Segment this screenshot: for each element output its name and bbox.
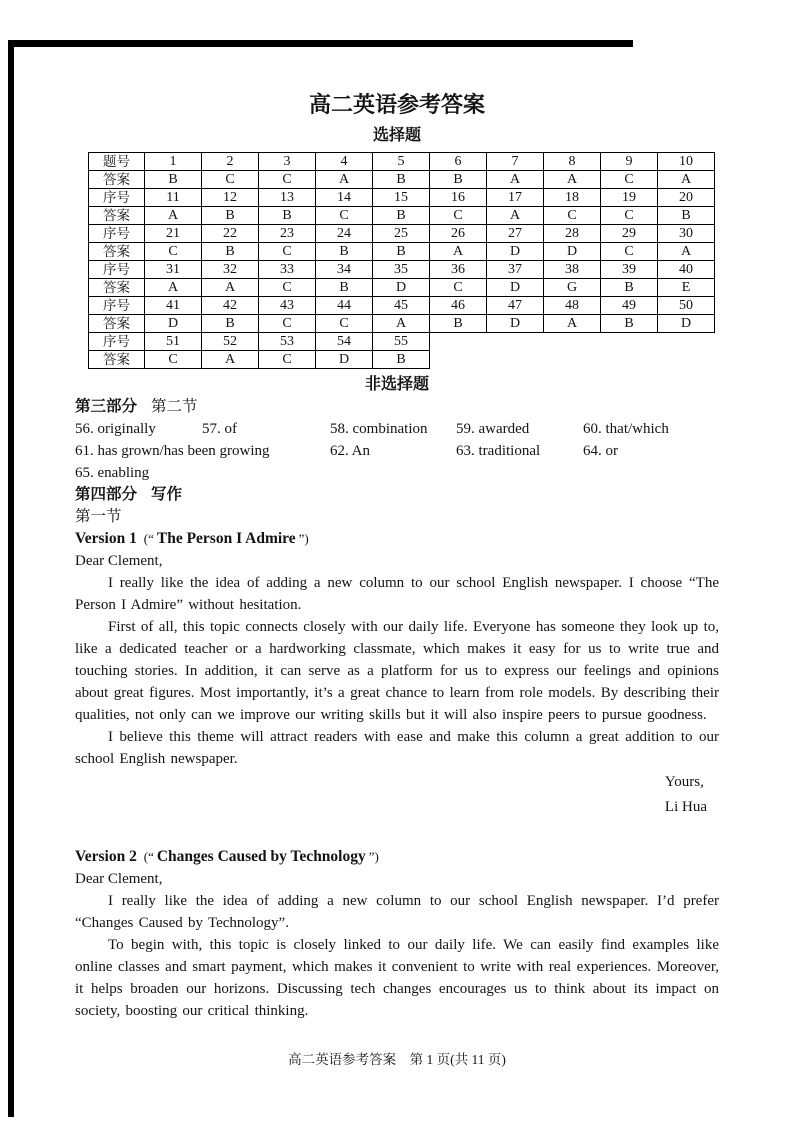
answer-table-row-label: 序号 [89,225,145,243]
fill-blank-answer: 64. or [583,443,618,459]
answer-table-cell: 49 [601,297,658,315]
answer-table-row [89,171,715,189]
essay-paragraph: I really like the idea of adding a new column to our school English newspaper. I’d prefer “Changes Caused by Technology”. [75,893,719,931]
answer-table-row [89,333,715,351]
answer-table-cell: B [202,243,259,261]
answer-table-cell: B [202,315,259,333]
answer-table-row-label: 答案 [89,207,145,225]
version1-heading [75,528,719,550]
answer-table-cell: C [601,207,658,225]
answer-table-cell: 43 [259,297,316,315]
answer-table-cell: A [316,171,373,189]
part3-label: 第三部分 [75,398,138,415]
answer-table-cell: A [373,315,430,333]
answer-table-cell: 3 [259,153,316,171]
answer-table-cell: 22 [202,225,259,243]
answer-table-cell: C [601,243,658,261]
answer-table-cell: D [487,279,544,297]
part4-section-label: 写作 [151,486,183,503]
answer-table-cell: C [601,171,658,189]
answer-table-empty-cell [544,333,601,351]
fill-blank-answer: 60. that/which [583,421,669,437]
essay-paragraph: I believe this theme will attract readers with ease and make this column a great addition to our school English newspaper. [75,729,719,767]
essay-paragraph: To begin with, this topic is closely linked to our daily life. We can easily find examples like online classes and smart payment, which makes it convenient to write with real experiences. Moreover, it helps broaden our horizons. Discussing tech changes encourages us to think about its impact on society, boosting our critical thinking. [75,937,719,1019]
fill-blank-answer: 61. has grown/has been growing [75,443,270,459]
answer-table-cell: B [373,207,430,225]
answer-table-cell: D [373,279,430,297]
document-page [75,0,719,1022]
choice-section-heading: 选择题 [372,127,421,144]
answer-table-cell: 27 [487,225,544,243]
answer-table-cell: G [544,279,601,297]
answer-table-cell: 7 [487,153,544,171]
closing-signature: Li Hua [664,799,707,815]
answer-table-cell: 13 [259,189,316,207]
answer-table-cell: 4 [316,153,373,171]
version1-label: Version 1 [75,530,137,547]
essay-paragraph: I really like the idea of adding a new column to our school English newspaper. I choose “The Person I Admire” without hesitation. [75,575,719,613]
nonchoice-section-heading: 非选择题 [364,376,429,393]
part3-section-label: 第二节 [151,398,198,415]
answer-table-cell: 52 [202,333,259,351]
version2-heading [75,846,719,868]
answer-table-cell: D [544,243,601,261]
answer-table-cell: 30 [658,225,715,243]
answer-table-cell: 20 [658,189,715,207]
answer-table-cell: 29 [601,225,658,243]
version1-title-open-quote: (“ [143,531,154,546]
version1-essay-title: The Person I Admire [156,530,296,547]
answer-table-empty-cell [658,351,715,369]
answer-table-row-label: 答案 [89,171,145,189]
answer-table-cell: 44 [316,297,373,315]
answer-table-cell: 16 [430,189,487,207]
answer-table-cell: B [373,171,430,189]
answer-table-cell: 5 [373,153,430,171]
answer-table-cell: A [544,171,601,189]
answer-table-cell: 9 [601,153,658,171]
answer-table-empty-cell [430,333,487,351]
fill-blank-answer: 56. originally [75,421,156,437]
answer-table-empty-cell [544,351,601,369]
answer-table-cell: 32 [202,261,259,279]
answer-table-cell: 45 [373,297,430,315]
answer-table-row-label: 序号 [89,333,145,351]
answer-table-cell: 40 [658,261,715,279]
answer-table-cell: B [316,243,373,261]
fill-blank-answer: 62. An [330,443,371,459]
answer-table-cell: C [145,243,202,261]
answer-table-row-label: 答案 [89,351,145,369]
scan-artifact-left-bar [8,40,14,1117]
answer-table-cell: B [430,315,487,333]
answer-table-row [89,279,715,297]
answer-table-cell: 54 [316,333,373,351]
part4-label: 第四部分 [75,486,138,503]
answer-table-cell: 19 [601,189,658,207]
answer-table-row [89,243,715,261]
answer-table-cell: B [316,279,373,297]
answer-table-empty-cell [487,351,544,369]
fill-blank-answer: 59. awarded [456,421,530,437]
answer-table-cell: A [202,351,259,369]
answer-table-row [89,189,715,207]
answer-table-empty-cell [658,333,715,351]
version1-salutation: Dear Clement, [75,553,163,569]
answer-table-cell: 2 [202,153,259,171]
answer-table-cell: 25 [373,225,430,243]
version1-closing-block [665,770,707,820]
part3-answers-line3 [75,462,719,484]
version2-salutation: Dear Clement, [75,871,163,887]
answer-table-cell: 11 [145,189,202,207]
answer-table-cell: D [487,315,544,333]
answer-table-cell: C [202,171,259,189]
part3-answers-line1 [75,418,719,440]
answer-table-row-label: 答案 [89,243,145,261]
version2-essay-body [75,890,719,1022]
answer-table-cell: 36 [430,261,487,279]
answer-table-cell: C [430,279,487,297]
answer-table-cell: A [487,171,544,189]
answer-table-cell: B [373,351,430,369]
answer-table-cell: B [658,207,715,225]
page-title: 高二英语参考答案 [308,92,485,117]
answer-table-cell: 38 [544,261,601,279]
answer-table-cell: A [145,207,202,225]
answer-table-cell: 46 [430,297,487,315]
answer-table-row-label: 答案 [89,279,145,297]
answer-table-cell: C [259,279,316,297]
answer-table-cell: C [259,243,316,261]
answer-table-cell: C [316,207,373,225]
answer-table-cell: B [259,207,316,225]
fill-blank-answer: 63. traditional [456,443,541,459]
answer-table-empty-cell [601,351,658,369]
answer-table-row [89,225,715,243]
answer-table-cell: A [658,171,715,189]
version1-title-close-quote: ”) [298,531,309,546]
answer-table-cell: C [544,207,601,225]
answer-table-row-label: 序号 [89,261,145,279]
fill-blank-answer: 58. combination [330,421,428,437]
answer-table-cell: 23 [259,225,316,243]
answer-table-cell: B [145,171,202,189]
answer-table-row-label: 序号 [89,297,145,315]
fill-blank-answer: 65. enabling [75,465,150,481]
version2-title-close-quote: ”) [368,849,379,864]
answer-table-cell: 6 [430,153,487,171]
answer-table-cell: B [601,279,658,297]
answer-table-cell: 24 [316,225,373,243]
answer-table-cell: 53 [259,333,316,351]
version2-essay-title: Changes Caused by Technology [156,848,366,865]
answer-table-row [89,315,715,333]
answer-table-cell: C [145,351,202,369]
answer-table-cell: C [259,351,316,369]
answer-table-empty-cell [487,333,544,351]
answer-table-cell: D [487,243,544,261]
answer-table-row [89,153,715,171]
answer-table-cell: D [658,315,715,333]
page-footer: 高二英语参考答案 第 1 页(共 11 页) [288,1052,506,1067]
answer-table-cell: 15 [373,189,430,207]
answer-table-cell: 34 [316,261,373,279]
answer-table-cell: A [658,243,715,261]
answer-table-cell: 17 [487,189,544,207]
answer-table-cell: 37 [487,261,544,279]
version2-label: Version 2 [75,848,137,865]
answer-table-cell: 18 [544,189,601,207]
answer-table-cell: D [316,351,373,369]
answer-table-cell: E [658,279,715,297]
answer-table-cell: A [145,279,202,297]
answer-table-cell: A [544,315,601,333]
answer-table-cell: 1 [145,153,202,171]
answer-table-cell: 42 [202,297,259,315]
answer-table-cell: 12 [202,189,259,207]
answer-table-cell: B [373,243,430,261]
answer-table-cell: 39 [601,261,658,279]
answer-table-cell: 47 [487,297,544,315]
answer-table-row [89,207,715,225]
part4-heading [75,484,719,506]
answer-table-cell: 33 [259,261,316,279]
answer-table-cell: 35 [373,261,430,279]
answer-table-row-label: 题号 [89,153,145,171]
version1-essay-body [75,572,719,770]
answer-table-cell: A [430,243,487,261]
answer-table-row-label: 序号 [89,189,145,207]
part3-answers-line2 [75,440,719,462]
version2-title-open-quote: (“ [143,849,154,864]
answer-table-cell: 48 [544,297,601,315]
answer-table-cell: 41 [145,297,202,315]
answer-table-cell: A [487,207,544,225]
answer-table-cell: 26 [430,225,487,243]
answer-table-cell: B [202,207,259,225]
answer-table-cell: C [259,171,316,189]
fill-blank-answer: 57. of [202,421,237,437]
answer-table-cell: C [259,315,316,333]
answer-table-cell: 10 [658,153,715,171]
answer-table-row [89,351,715,369]
answer-key-table [88,152,715,369]
answer-table-empty-cell [601,333,658,351]
answer-table-row-label: 答案 [89,315,145,333]
answer-table-cell: 8 [544,153,601,171]
answer-table-cell: D [145,315,202,333]
answer-table-cell: 31 [145,261,202,279]
answer-table-row [89,261,715,279]
answer-table-cell: B [601,315,658,333]
answer-table-cell: 50 [658,297,715,315]
answer-table-cell: 51 [145,333,202,351]
answer-table-cell: 14 [316,189,373,207]
answer-table-cell: B [430,171,487,189]
answer-table-cell: 21 [145,225,202,243]
answer-table-empty-cell [430,351,487,369]
answer-table-cell: A [202,279,259,297]
answer-table-cell: C [430,207,487,225]
answer-table-row [89,297,715,315]
part3-heading [75,396,719,418]
answer-table-cell: 55 [373,333,430,351]
part4-section1-label: 第一节 [75,508,122,525]
answer-table-cell: C [316,315,373,333]
closing-yours: Yours, [664,774,704,790]
answer-table-cell: 28 [544,225,601,243]
essay-paragraph: First of all, this topic connects closely with our daily life. Everyone has someone they look up to, like a dedicated teacher or a hardworking classmate, which makes it easy for us to write true and touching stories. In addition, it can serve as a platform for us to express our feelings and opinions about great figures. Most importantly, it’s a great chance to learn from role models. By describing their qualities, not only can we improve our writing skills but it will also inspire peers to pursue goodness. [75,619,719,723]
